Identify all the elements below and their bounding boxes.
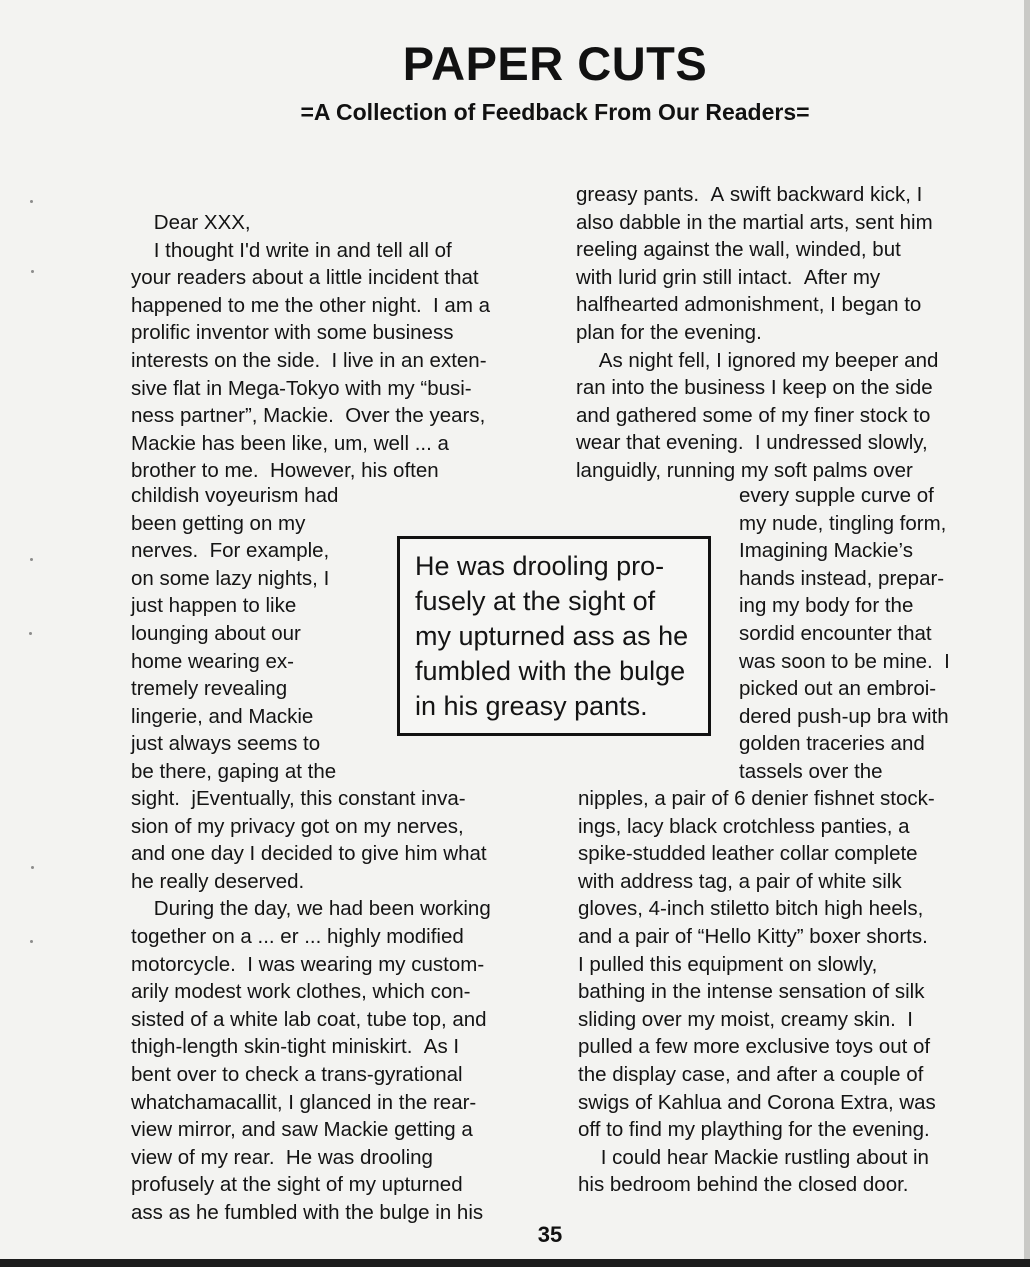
text-line: sive flat in Mega-Tokyo with my “busi-: [131, 376, 472, 400]
text-line: my nude, tingling form,: [739, 511, 947, 535]
text-line: brother to me. However, his often: [131, 459, 439, 483]
text-line: golden traceries and: [739, 732, 925, 756]
right-column-bottom-text: [578, 785, 936, 1199]
text-line: childish voyeurism had: [131, 484, 339, 507]
text-line: gloves, 4-inch stiletto bitch high heels,: [578, 897, 924, 921]
text-line: I thought I'd write in and tell all of: [131, 238, 452, 262]
text-line: dered push-up bra with: [739, 704, 949, 728]
text-line: just happen to like: [131, 594, 297, 618]
text-line: my upturned ass as he: [415, 621, 689, 651]
text-line: fumbled with the bulge: [415, 656, 686, 686]
text-line: view mirror, and saw Mackie getting a: [131, 1118, 473, 1142]
scan-bottom-edge: [0, 1259, 1030, 1267]
text-line: and one day I decided to give him what: [131, 842, 487, 866]
page-subtitle: =A Collection of Feedback From Our Readers=: [300, 99, 810, 125]
scan-speck: [30, 940, 33, 943]
text-line: fusely at the sight of: [415, 586, 656, 616]
text-line: reeling against the wall, winded, but: [576, 238, 901, 262]
text-line: your readers about a little incident that: [131, 266, 479, 290]
text-line: on some lazy nights, I: [131, 566, 330, 590]
scan-speck: [31, 866, 34, 869]
text-line: ness partner”, Mackie. Over the years,: [131, 404, 486, 428]
text-line: in his greasy pants.: [415, 691, 648, 721]
text-line: bent over to check a trans-gyrational: [131, 1062, 463, 1086]
text-line: pulled a few more exclusive toys out of: [578, 1035, 931, 1059]
text-line: whatchamacallit, I glanced in the rear-: [131, 1090, 477, 1114]
text-line: halfhearted admonishment, I began to: [576, 293, 922, 317]
right-column-wrap-text: [739, 482, 950, 786]
right-column-top-text: [576, 181, 938, 485]
text-line: every supple curve of: [739, 484, 934, 507]
text-line: spike-studded leather collar complete: [578, 842, 918, 866]
text-line: off to find my plaything for the evening.: [578, 1118, 930, 1142]
scan-speck: [31, 270, 34, 273]
text-line: ass as he fumbled with the bulge in his: [131, 1200, 484, 1224]
text-line: sion of my privacy got on my nerves,: [131, 814, 464, 838]
text-line: languidly, running my soft palms over: [576, 458, 913, 482]
text-line: ing my body for the: [739, 594, 914, 618]
text-line: interests on the side. I live in an exten-: [131, 348, 487, 372]
text-line: hands instead, prepar-: [739, 566, 945, 590]
text-line: be there, gaping at the: [131, 759, 337, 783]
text-line: ings, lacy black crotchless panties, a: [578, 814, 910, 838]
text-line: home wearing ex-: [131, 649, 294, 673]
text-line: He was drooling pro-: [415, 551, 665, 581]
text-line: lingerie, and Mackie: [131, 704, 314, 728]
text-line: picked out an embroi-: [739, 677, 937, 701]
text-line: ran into the business I keep on the side: [576, 376, 933, 400]
text-line: nipples, a pair of 6 denier fishnet stock-: [578, 787, 935, 810]
text-line: view of my rear. He was drooling: [131, 1145, 433, 1169]
text-line: wear that evening. I undressed slowly,: [576, 431, 928, 455]
text-line: Mackie has been like, um, well ... a: [131, 431, 449, 455]
text-line: also dabble in the martial arts, sent him: [576, 210, 933, 234]
text-line: arily modest work clothes, which con-: [131, 980, 471, 1004]
text-line: was soon to be mine. I: [739, 649, 950, 673]
text-line: bathing in the intense sensation of silk: [578, 980, 925, 1004]
text-line: sisted of a white lab coat, tube top, and: [131, 1007, 487, 1031]
text-line: with lurid grin still intact. After my: [576, 265, 881, 289]
text-line: tremely revealing: [131, 677, 288, 701]
text-line: Dear XXX,: [131, 211, 251, 234]
text-line: greasy pants. A swift backward kick, I: [576, 183, 923, 206]
text-line: sordid encounter that: [739, 621, 932, 645]
text-line: I could hear Mackie rustling about in: [578, 1145, 929, 1169]
text-line: and gathered some of my finer stock to: [576, 403, 931, 427]
text-line: with address tag, a pair of white silk: [578, 869, 902, 893]
scan-speck: [30, 558, 33, 561]
text-line: his bedroom behind the closed door.: [578, 1173, 909, 1197]
left-column-wrap-text: [131, 482, 338, 786]
text-line: been getting on my: [131, 511, 306, 535]
left-column-bottom-text: [131, 785, 491, 1227]
text-line: just always seems to: [131, 732, 321, 756]
scan-speck: [29, 632, 32, 635]
text-line: thigh-length skin-tight miniskirt. As I: [131, 1035, 460, 1059]
text-line: During the day, we had been working: [131, 897, 491, 921]
text-line: profusely at the sight of my upturned: [131, 1173, 463, 1197]
text-line: Imagining Mackie’s: [739, 539, 913, 563]
text-line: plan for the evening.: [576, 320, 762, 344]
text-line: together on a ... er ... highly modified: [131, 924, 464, 948]
text-line: motorcycle. I was wearing my custom-: [131, 952, 485, 976]
text-line: happened to me the other night. I am a: [131, 293, 490, 317]
text-line: and a pair of “Hello Kitty” boxer shorts.: [578, 924, 928, 948]
text-line: swigs of Kahlua and Corona Extra, was: [578, 1090, 936, 1114]
scan-speck: [30, 200, 33, 203]
page-title: PAPER CUTS: [402, 37, 708, 90]
text-line: lounging about our: [131, 621, 301, 645]
page-number: 35: [537, 1222, 563, 1247]
text-line: nerves. For example,: [131, 539, 330, 563]
text-line: sight. jEventually, this constant inva-: [131, 787, 466, 810]
pull-quote-box: [397, 536, 711, 736]
text-line: the display case, and after a couple of: [578, 1062, 924, 1086]
text-line: prolific inventor with some business: [131, 321, 454, 345]
text-line: I pulled this equipment on slowly,: [578, 952, 878, 976]
text-line: sliding over my moist, creamy skin. I: [578, 1007, 913, 1031]
text-line: he really deserved.: [131, 869, 305, 893]
text-line: tassels over the: [739, 759, 883, 783]
scan-edge: [1024, 0, 1030, 1267]
left-column-top-text: [131, 209, 490, 485]
text-line: As night fell, I ignored my beeper and: [576, 348, 939, 372]
